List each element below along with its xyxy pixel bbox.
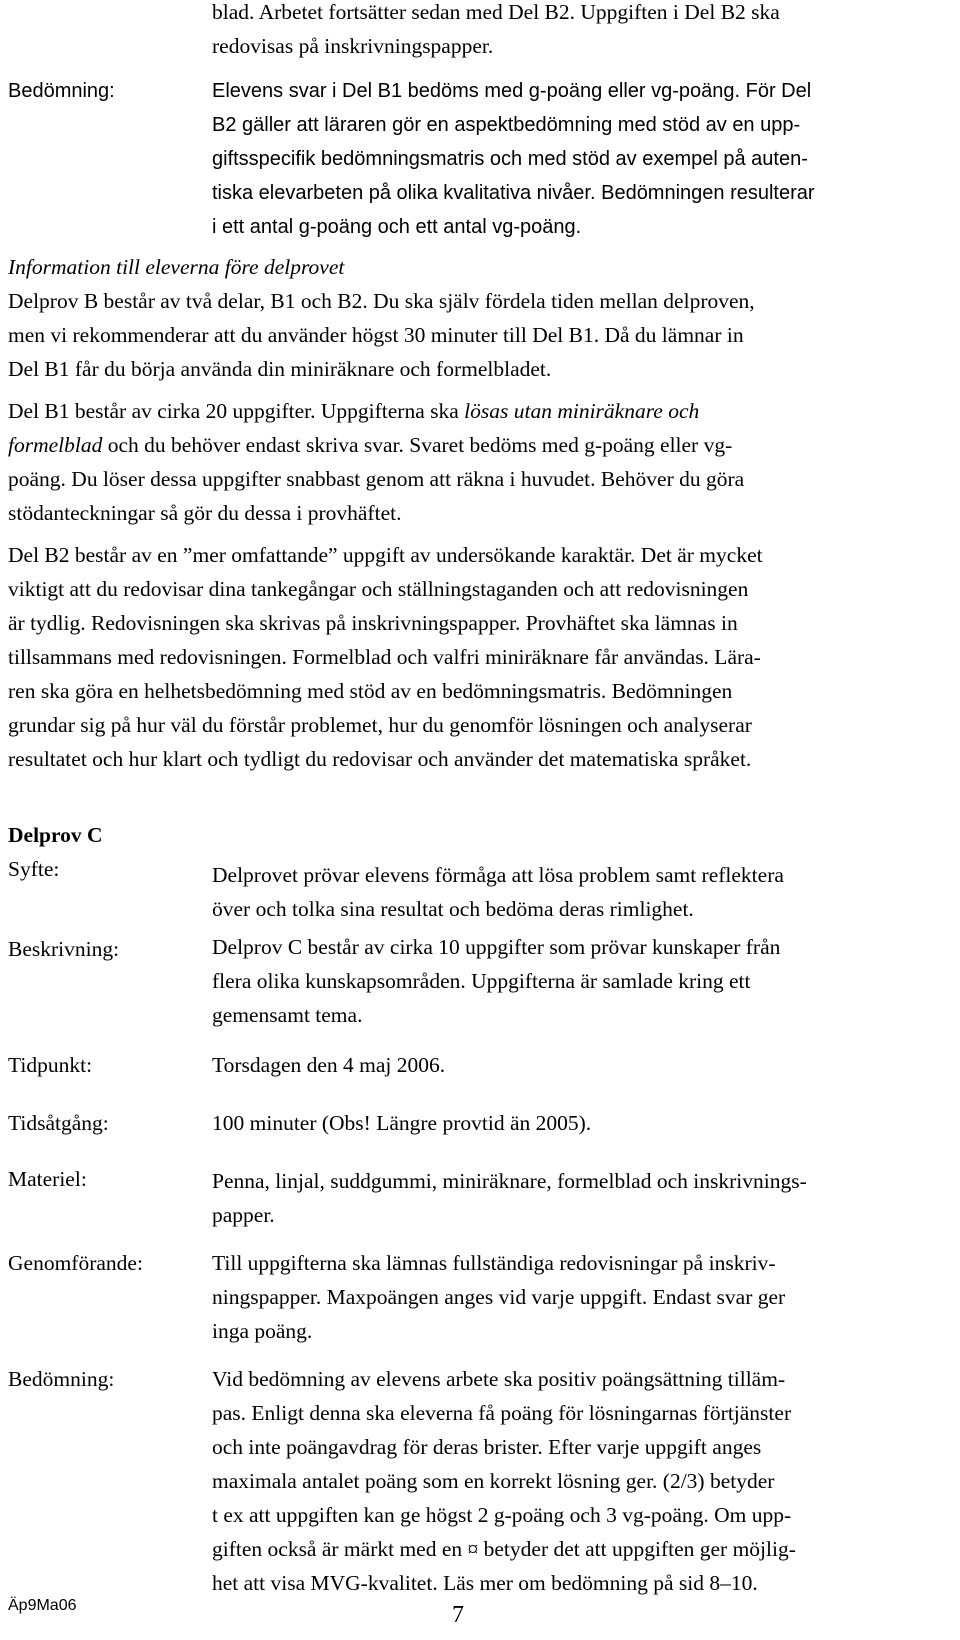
genomforande-text: Till uppgifterna ska lämnas fullständiga redovisningar på inskriv- ningspapper. Maxpoängen anges vid varje uppgift. Endast svar ger inga poäng. (212, 1251, 786, 1343)
info-paragraph-3: Del B2 består av en ”mer omfattande” uppgift av undersökande karaktär. Det är mycket viktigt att du redovisar dina tankegångar och ställningstaganden och att redovisningen är tydlig. Redovisningen ska skrivas på inskrivningspapper. Provhäftet ska lämnas in tillsammans med redovisningen. Formelblad och valfri miniräknare får användas. Lära- ren ska göra en helhetsbedömning med stöd av en bedömningsmatris. Bedömningen grundar sig på hur väl du förstår problemet, hur du genomför lösningen och analyserar resultatet och hur klart och tydligt du redovisar och använder det matematiska språket. (8, 543, 763, 771)
info-paragraph-1: Delprov B består av två delar, B1 och B2. Du ska själv fördela tiden mellan delproven, men vi rekommenderar att du använder högst 30 minuter till Del B1. Då du lämnar in Del B1 får du börja använda din miniräknare och formelbladet. (8, 289, 755, 381)
tidpunkt-text: Torsdagen den 4 maj 2006. (212, 1053, 446, 1077)
bedomning-b-text: Elevens svar i Del B1 bedöms med g-poäng eller vg-poäng. För Del B2 gäller att läraren gör en aspektbedömning med stöd av en upp- giftsspecifik bedömningsmatris och med stöd av exempel på auten- tiska elevarbeten på olika kvalitativa nivåer. Bedömningen resulterar i ett antal g-poäng och ett antal vg-poäng. (212, 80, 815, 238)
tidsatgang-text: 100 minuter (Obs! Längre provtid än 2005). (212, 1111, 592, 1135)
footer-code: Äp9Ma06 (8, 1597, 77, 1614)
delprov-c-title: Delprov C (8, 823, 103, 847)
document-page (8, 0, 920, 1640)
beskrivning-label: Beskrivning: (8, 937, 120, 961)
materiel-label: Materiel: (8, 1167, 87, 1191)
syfte-label: Syfte: (8, 857, 60, 881)
info-paragraph-2: Del B1 består av cirka 20 uppgifter. Uppgifterna ska lösas utan miniräknare och formelblad och du behöver endast skriva svar. Svaret bedöms med g-poäng eller vg- poäng. Du löser dessa uppgifter snabbast genom att räkna i huvudet. Behöver du göra stödanteckningar så gör du dessa i provhäftet. (8, 399, 745, 525)
materiel-text: Penna, linjal, suddgummi, miniräknare, formelblad och inskrivnings- papper. (212, 1169, 807, 1227)
beskrivning-text: Delprov C består av cirka 10 uppgifter som prövar kunskaper från flera olika kunskapsområden. Uppgifterna är samlade kring ett gemensamt tema. (212, 935, 781, 1027)
info-heading: Information till eleverna före delprovet (8, 255, 345, 279)
bedomning-c-text: Vid bedömning av elevens arbete ska positiv poängsättning tilläm- pas. Enligt denna ska eleverna få poäng för lösningarnas förtjänster och inte poängavdrag för deras brister. Efter varje uppgift anges maximala antalet poäng som en korrekt lösning ger. (2/3) betyder t ex att uppgiften kan ge högst 2 g-poäng och 3 vg-poäng. Om upp- giften också är märkt med en ¤ betyder det att uppgiften ger möjlig- het att visa MVG-kvalitet. Läs mer om bedömning på sid 8–10. (212, 1367, 796, 1595)
bedomning-c-label: Bedömning: (8, 1367, 115, 1391)
bedomning-b-label: Bedömning: (8, 80, 115, 102)
page-number: 7 (452, 1602, 464, 1628)
genomforande-label: Genomförande: (8, 1251, 143, 1275)
syfte-text: Delprovet prövar elevens förmåga att lösa problem samt reflektera över och tolka sina resultat och bedöma deras rimlighet. (212, 863, 784, 921)
tidpunkt-label: Tidpunkt: (8, 1053, 93, 1077)
continuation-text: blad. Arbetet fortsätter sedan med Del B2. Uppgiften i Del B2 ska redovisas på inskrivningspapper. (212, 0, 780, 58)
tidsatgang-label: Tidsåtgång: (8, 1111, 109, 1135)
